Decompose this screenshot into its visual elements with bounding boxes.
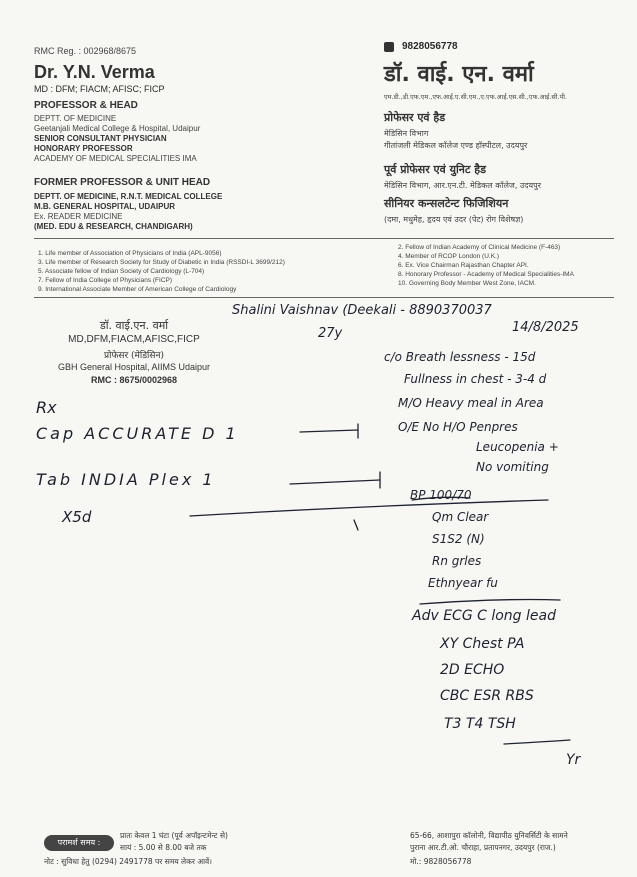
advice-line: T3 T4 TSH: [444, 716, 516, 732]
role1-title-hindi: प्रोफेसर एवं हैड: [384, 111, 446, 124]
role2-line: DEPTT. OF MEDICINE, R.N.T. MEDICAL COLLEGE: [34, 192, 223, 201]
stamp-hospital: GBH General Hospital, AIIMS Udaipur: [57, 362, 211, 372]
doctor-degrees: MD : DFM; FIACM; AFISC; FICP: [34, 84, 165, 94]
vital-line: Ethnyear fu: [428, 576, 498, 590]
medicine-1: Cap ACCURATE D 1: [36, 424, 239, 443]
vital-line: Qm Clear: [432, 510, 489, 524]
membership-item: 3. Life member of Research Society for Study of Diabetic in India (RSSDI-L 3699/212): [38, 259, 285, 266]
visit-date: 14/8/2025: [512, 320, 579, 335]
timing-line: प्रातः केवल 1 घंटा (पूर्व अपॉइन्टमेन्ट से): [120, 831, 228, 840]
role1-line-hindi: मेडिसिन विभाग: [384, 129, 429, 138]
ink-underline: [504, 740, 570, 744]
timing-label: परामर्श समय :: [44, 835, 114, 851]
mobile-number: मो.: 9828056778: [410, 857, 472, 866]
footer-note: नोट : सुविधा हेतु (0294) 2491778 पर समय लेकर आवें।: [44, 857, 213, 866]
stamp-title-hindi: प्रोफेसर (मेडिसिन): [104, 351, 164, 361]
role2-title-hindi: पूर्व प्रोफेसर एवं युनिट हैड: [384, 163, 487, 176]
stamp-name-hindi: डॉ. वाई.एन. वर्मा: [99, 319, 169, 332]
role1-line: DEPTT. OF MEDICINE: [34, 114, 117, 123]
role2-line: (MED. EDU & RESEARCH, CHANDIGARH): [34, 222, 193, 231]
membership-item: 8. Honorary Professor - Academy of Medical Specialities-IMA: [398, 271, 574, 278]
membership-item: 9. International Associate Member of American College of Cardiology: [38, 286, 237, 293]
medicine-duration: X5d: [62, 508, 92, 526]
role3-title-hindi: सीनियर कन्सलटेन्ट फिजिशियन: [384, 197, 509, 210]
complaint-line: M/O Heavy meal in Area: [398, 396, 544, 410]
ink-dash: [290, 480, 380, 484]
rx-symbol: Rx: [36, 398, 57, 417]
membership-item: 2. Fellow of Indian Academy of Clinical Medicine (F-463): [398, 244, 561, 251]
advice-line: XY Chest PA: [440, 636, 525, 652]
doctor-signature: Yr: [566, 752, 581, 768]
role1-line: SENIOR CONSULTANT PHYSICIAN: [34, 134, 167, 143]
advice-line: CBC ESR RBS: [440, 688, 534, 704]
ink-underline: [420, 600, 560, 605]
patient-age: 27y: [318, 326, 343, 341]
doctor-name: Dr. Y.N. Verma: [34, 62, 155, 82]
ink-mark: [354, 520, 358, 530]
stamp-degrees: MD,DFM,FIACM,AFISC,FICP: [68, 334, 200, 345]
complaint-line: No vomiting: [476, 460, 549, 474]
rmc-reg: RMC Reg. : 002968/8675: [34, 46, 137, 56]
doctor-name-hindi: डॉ. वाई. एन. वर्मा: [384, 62, 534, 87]
role2-title: FORMER PROFESSOR & UNIT HEAD: [34, 177, 211, 188]
membership-item: 7. Fellow of India College of Physicians (FICP): [38, 277, 173, 284]
role2-line: Ex. READER MEDICINE: [34, 212, 123, 221]
role1-line: ACADEMY OF MEDICAL SPECIALITIES IMA: [34, 154, 197, 163]
membership-item: 1. Life member of Association of Physicians of India (APL-9056): [38, 250, 222, 257]
ink-underline: [190, 500, 548, 516]
role2-line: M.B. GENERAL HOSPITAL, UDAIPUR: [34, 202, 176, 211]
role1-line-hindi: गीतांजली मेडिकल कॉलेज एण्ड हॉस्पीटल, उदयपुर: [384, 141, 528, 150]
ink-underline: [412, 497, 470, 500]
role1-line: Geetanjali Medical College & Hospital, Udaipur: [34, 124, 201, 133]
complaint-line: Leucopenia +: [476, 440, 559, 454]
advice-line: Adv ECG C long lead: [412, 608, 556, 624]
ink-dash: [300, 430, 358, 432]
timing-line: सायं : 5.00 से 8.00 बजे तक: [120, 843, 207, 852]
membership-item: 5. Associate fellow of Indian Society of Cardiology (L-704): [38, 268, 205, 275]
complaint-line: c/o Breath lessness - 15d: [384, 350, 536, 364]
membership-item: 4. Member of RCOP London (U.K.): [398, 253, 500, 260]
address-line: पुराना आर.टी.ओ. चौराहा, प्रतापनगर, उदयपुर (राज.): [410, 843, 556, 852]
patient-name: Shalini Vaishnav (Deekali - 8890370037: [232, 303, 492, 318]
vital-line: S1S2 (N): [432, 532, 485, 546]
role3-line-hindi: (दमा, मधुमेह, हृदय एवं उदर (पेट) रोग विशेषज्ञ): [384, 215, 524, 224]
complaint-line: Fullness in chest - 3-4 d: [404, 372, 547, 386]
membership-item: 6. Ex. Vice Chairman Rajasthan Chapter API.: [398, 262, 529, 269]
role1-title: PROFESSOR & HEAD: [34, 100, 138, 111]
role2-line-hindi: मेडिसिन विभाग, आर.एन.टी. मेडिकल कॉलेज, उदयपुर: [384, 181, 541, 190]
phone-number: 9828056778: [402, 41, 458, 52]
complaint-line: O/E No H/O Penpres: [398, 420, 518, 434]
vital-line: Rn grles: [432, 554, 482, 568]
advice-line: 2D ECHO: [440, 662, 505, 678]
medicine-2: Tab INDIA Plex 1: [36, 470, 216, 489]
vital-line: BP 100/70: [410, 488, 472, 502]
doctor-degrees-hindi: एम.डी.,डी.एफ.एम.,एफ.आई.ए.सी.एम.,ए.एफ.आई.एस.सी.,एफ.आई.सी.पी.: [384, 93, 568, 101]
stamp-rmc: RMC : 8675/0002968: [90, 375, 178, 385]
address-line: 65-66, आशापुरा कॉलोनी, विद्यापीठ युनिवर्सिटी के सामने: [410, 831, 568, 840]
role1-line: HONORARY PROFESSOR: [34, 144, 133, 153]
membership-item: 10. Governing Body Member West Zone, IACM.: [398, 280, 536, 287]
